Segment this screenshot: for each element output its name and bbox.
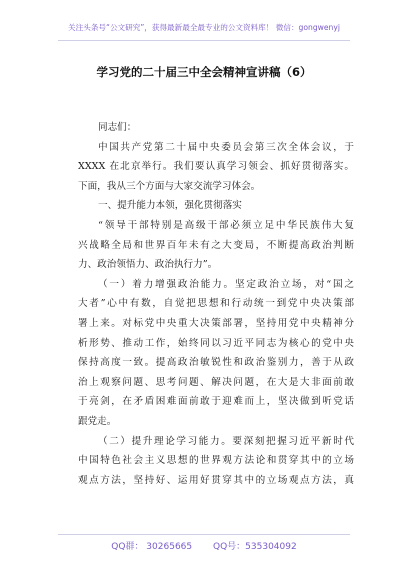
paragraph-line: 兴战略全局和世界百年未有之大变局，不断提高政治判断: [78, 239, 354, 251]
paragraph-line: 力、政治领悟力、政治执行力”。: [78, 259, 218, 271]
paragraph-line: 观点方法，坚持好、运用好贯穿其中的立场观点方法，真: [78, 474, 354, 486]
paragraph-line: 于亮剑，在矛盾困难面前敢于迎难而上，坚决做到听党话: [78, 396, 354, 408]
qq-group-label: QQ群： 30265665: [111, 542, 193, 552]
header-notice: 关注头条号“公文研究”，获得最新最全最专业的公文资料库！ 微信：gongwenyj: [68, 23, 340, 32]
paragraph-line: XXXX 在北京举行。我们要认真学习领会、抓好贯彻落实。: [78, 161, 354, 173]
section-heading: 一、提升能力本领，强化贯彻落实: [98, 200, 242, 212]
header-divider: [58, 40, 350, 41]
paragraph-line: 析形势、推动工作，始终同以习近平同志为核心的党中央: [78, 337, 354, 349]
salutation: 同志们：: [98, 122, 137, 133]
paragraph-line: “领导干部特别是高级干部必须立足中华民族伟大复: [98, 219, 354, 231]
qq-number-label: QQ号：535304092: [213, 542, 297, 552]
paragraph-line: 署上来。对标党中央重大决策部署，坚持用党中央精神分: [78, 317, 354, 329]
footer-divider: [58, 534, 350, 535]
paragraph-line: 治上观察问题、思考问题、解决问题，在大是大非面前敢: [78, 376, 354, 388]
paragraph-line: 下面，我从三个方面与大家交流学习体会。: [78, 180, 261, 192]
document-body: [78, 118, 354, 490]
footer-contacts: [0, 539, 408, 552]
paragraph-line: （一）着力增强政治能力。坚定政治立场，对“国之: [98, 278, 354, 290]
paragraph-line: 大者”心中有数，自觉把思想和行动统一到党中央决策部: [78, 298, 354, 310]
paragraph-line: （二）提升理论学习能力。要深刻把握习近平新时代: [98, 435, 354, 447]
paragraph-line: 保持高度一致。提高政治敏锐性和政治鉴别力，善于从政: [78, 357, 354, 369]
paragraph-line: 中国特色社会主义思想的世界观方法论和贯穿其中的立场: [78, 455, 354, 467]
paragraph-line: 跟党走。: [78, 415, 117, 427]
paragraph-line: 中国共产党第二十届中央委员会第三次全体会议，于: [98, 141, 354, 153]
document-title: 学习党的二十届三中全会精神宣讲稿（6）: [96, 65, 312, 79]
